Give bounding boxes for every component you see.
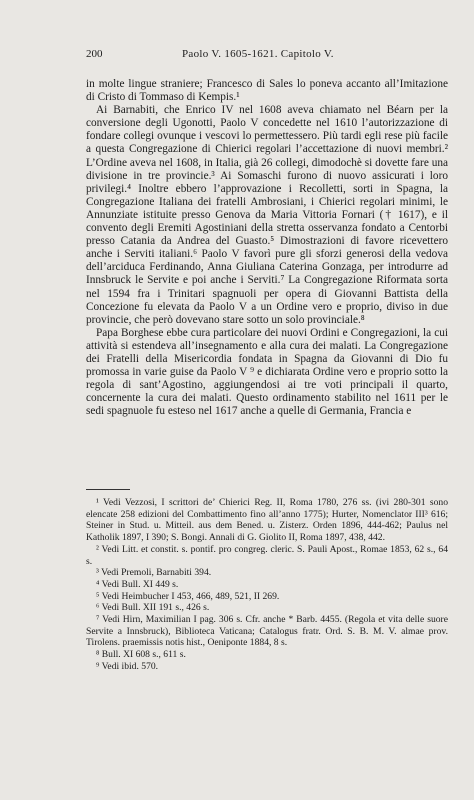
- footnotes: [86, 497, 448, 673]
- footnote: ⁵ Vedi Heimbucher I 453, 466, 489, 521, II 269.: [96, 590, 280, 602]
- running-head: Paolo V. 1605-1621. Capitolo V.: [182, 48, 334, 60]
- page-header: [86, 48, 446, 64]
- paragraph: in molte lingue straniere; Francesco di Sales lo poneva accanto all’Imitazione di Cristo di Tommaso di Kempis.¹: [86, 78, 448, 104]
- page-number: 200: [86, 48, 103, 60]
- footnote: ⁶ Vedi Bull. XII 191 s., 426 s.: [96, 602, 210, 614]
- footnote: ² Vedi Litt. et constit. s. pontif. pro congreg. cleric. S. Pauli Apost., Romae 1853, 62 s., 64 s.: [86, 543, 448, 567]
- footnote-divider: [86, 489, 130, 490]
- body-text: [86, 78, 448, 418]
- footnote: ⁹ Vedi ibid. 570.: [96, 660, 159, 672]
- footnote: ⁷ Vedi Hirn, Maximilian I pag. 306 s. Cfr. anche * Barb. 4455. (Regola et vita delle suore Servite a Innsbruck), Biblioteca Vaticana; Catalogus fratr. Ord. S. B. M. V. almae prov. Tirolens. praemissis notis hist., Oeniponte 1884, 8 s.: [86, 614, 448, 649]
- footnote: ⁸ Bull. XI 608 s., 611 s.: [96, 649, 186, 661]
- paragraph: Papa Borghese ebbe cura particolare dei nuovi Ordini e Congregazioni, la cui attività si estendeva all’insegnamento e alla cura dei malati. La Congregazione dei Fratelli della Misericordia fondata in Spagna da Giovanni di Dio fu promossa in varie guise da Paolo V ⁹ e dichiarata Ordine vero e proprio sotto la regola di sant’Agostino, aggiungendosi ai tre voti principali il quarto, concernente la cura dei malati. Questo ordinamento stabilito nel 1611 per le sedi spagnuole fu esteso nel 1617 anche a quelle di Germania, Francia e: [86, 326, 448, 418]
- footnote: ⁴ Vedi Bull. XI 449 s.: [96, 578, 179, 590]
- footnote: ¹ Vedi Vezzosi, I scrittori de’ Chierici Reg. II, Roma 1780, 276 ss. (ivi 280-301 sono elencate 258 edizioni del Combattimento fino all’anno 1775); Hurter, Nomenclator III³ 616; Steiner in Stud. u. Mitteil. aus dem Bened. u. Zisterz. Orden 1896, 444-462; Paulus nel Katholik 1897, I 390; S. Bongi. Annali di G. Giolito II, Roma 1897, 438, 442.: [86, 497, 448, 544]
- paragraph: Ai Barnabiti, che Enrico IV nel 1608 aveva chiamato nel Béarn per la conversione degli Ugonotti, Paolo V concedette nel 1610 l’autorizzazione di fondare collegi ovunque i vescovi lo permettessero. Più tardi egli rese più facile a questa Congregazione di Chierici regolari l’accettazione di nuovi membri.² L’Ordine aveva nel 1608, in Italia, già 26 collegi, dimodochè si dovette fare una divisione in tre provincie.³ Ai Somaschi furono di nuovo assicurati i loro privilegi.⁴ Inoltre ebbero l’approvazione i Recolletti, sorti in Spagna, la Congregazione Italiana dei fratelli Ambrosiani, i Chierici regolari minimi, le Annunziate istituite presso Genova da Maria Vittoria Fornari († 1617), e il convento degli Eremiti Agostiniani della stretta osservanza fondato a Centorbi presso Catania da Andrea del Guasto.⁵ Dimostrazioni di favore ricevettero anche i Serviti italiani.⁶ Paolo V favorì pure gli sforzi generosi della vedova dell’arciduca Ferdinando, Anna Giuliana Caterina Gonzaga, per introdurre ad Innsbruck le Servite e poi anche i Serviti.⁷ La Congregazione Riformata sorta nel 1594 fra i Trinitari spagnuoli per opera di Giovanni Battista della Concezione fu elevata da Paolo V a un Ordine vero e proprio, diviso in due provincie, che però dovevano stare sotto un solo provinciale.⁸: [86, 104, 448, 326]
- footnote: ³ Vedi Premoli, Barnabiti 394.: [96, 567, 212, 579]
